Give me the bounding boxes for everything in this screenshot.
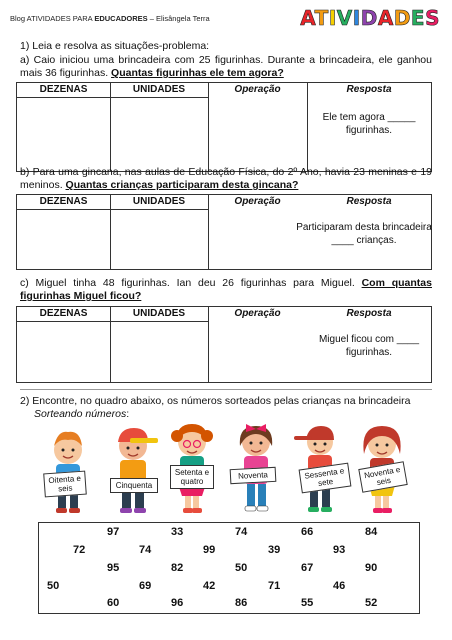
- q1a-statement: [20, 54, 432, 80]
- grid-number: 67: [301, 562, 314, 574]
- q1c-statement: [20, 277, 432, 303]
- sign-2: Cinquenta: [110, 478, 158, 493]
- grid-number: 99: [203, 544, 216, 556]
- grid-number: 52: [365, 597, 378, 609]
- q2-line2: Sorteando números: [34, 408, 127, 420]
- logo-letter: T: [314, 6, 329, 30]
- q1b-statement: [20, 166, 432, 192]
- grid-number: 82: [171, 562, 184, 574]
- grid-number: 93: [333, 544, 346, 556]
- q1-title: 1) Leia e resolva as situações-problema:: [20, 40, 210, 52]
- q2-statement: [20, 395, 432, 421]
- q1b-question: Quantas crianças participaram desta gincana?: [65, 179, 299, 191]
- sign-1: Oitenta e seis: [43, 471, 87, 498]
- sign-4: Noventa: [230, 467, 277, 484]
- grid-number: 86: [235, 597, 248, 609]
- q1b-table: [16, 194, 432, 270]
- grid-number: 42: [203, 580, 216, 592]
- logo-letter: A: [300, 6, 315, 30]
- header-unidades: UNIDADES: [132, 196, 186, 207]
- grid-number: 96: [171, 597, 184, 609]
- q1c-answer: [307, 333, 431, 359]
- q1b-text: b) Para uma gincana, nas aulas de Educação Física, do 2º Ano, havia 23 meninas e 19 meninos.: [20, 166, 432, 191]
- grid-number: 60: [107, 597, 120, 609]
- header-unidades: UNIDADES: [132, 84, 186, 95]
- grid-number: 33: [171, 526, 184, 538]
- q1c-question: Com quantas figurinhas Miguel ficou?: [20, 277, 432, 302]
- header-operacao: Operação: [234, 308, 281, 319]
- grid-number: 97: [107, 526, 120, 538]
- logo-letter: V: [336, 6, 353, 30]
- header-resposta: Resposta: [346, 84, 392, 95]
- grid-number: 90: [365, 562, 378, 574]
- q1a-text: a) Caio iniciou uma brincadeira com 25 figurinhas. Durante a brincadeira, ele ganhou mais 36 figurinhas.: [20, 54, 432, 79]
- q1a-answer: [307, 111, 431, 137]
- table-divider: [110, 83, 111, 171]
- header-operacao: Operação: [234, 196, 281, 207]
- grid-number: 50: [235, 562, 248, 574]
- grid-number: 71: [268, 580, 281, 592]
- grid-number: 84: [365, 526, 378, 538]
- logo-letter: A: [377, 6, 394, 30]
- sign-6: Noventa e seis: [358, 461, 407, 493]
- q1c-answer-line2: figurinhas.: [345, 347, 393, 358]
- q1a-answer-line2: figurinhas.: [345, 125, 393, 136]
- q2-line1: 2) Encontre, no quadro abaixo, os números sorteados pelas crianças na brincadeira: [20, 395, 411, 407]
- q1c-table: [16, 306, 432, 383]
- header-resposta: Resposta: [346, 196, 392, 207]
- logo-letter: S: [425, 6, 440, 30]
- blog-suffix: – Elisângela Terra: [147, 14, 210, 23]
- grid-number: 55: [301, 597, 314, 609]
- q1c-answer-line1: Miguel ficou com ____: [318, 334, 420, 345]
- table-divider: [208, 83, 209, 171]
- q1b-answer: [279, 221, 449, 247]
- q1a-table: [16, 82, 432, 172]
- blog-header: [10, 14, 210, 23]
- blog-bold: EDUCADORES: [94, 14, 148, 23]
- grid-number: 50: [47, 580, 60, 592]
- number-grid: [38, 522, 420, 614]
- header-unidades: UNIDADES: [132, 308, 186, 319]
- header-resposta: Resposta: [346, 308, 392, 319]
- header-dezenas: DEZENAS: [39, 196, 88, 207]
- sign-3: Setenta e quatro: [170, 465, 214, 489]
- q2-line2-suffix: :: [126, 408, 130, 420]
- logo-letter: D: [360, 6, 378, 30]
- grid-number: 39: [268, 544, 281, 556]
- grid-number: 95: [107, 562, 120, 574]
- logo-letter: I: [352, 6, 361, 30]
- grid-number: 46: [333, 580, 346, 592]
- header-operacao: Operação: [234, 84, 281, 95]
- atividades-logo: [300, 6, 440, 30]
- q1a-answer-line1: Ele tem agora _____: [322, 112, 416, 123]
- sign-5: Sessenta e sete: [299, 463, 352, 494]
- grid-number: 74: [139, 544, 152, 556]
- child-2-figure: [118, 428, 158, 513]
- logo-letter: D: [393, 6, 411, 30]
- section-divider: [20, 389, 432, 390]
- grid-number: 72: [73, 544, 86, 556]
- logo-letter: E: [410, 6, 426, 30]
- header-dezenas: DEZENAS: [39, 308, 88, 319]
- blog-prefix: Blog ATIVIDADES PARA: [10, 14, 95, 23]
- header-dezenas: DEZENAS: [39, 84, 88, 95]
- q1c-text: c) Miguel tinha 48 figurinhas. Ian deu 26 figurinhas para Miguel.: [20, 277, 362, 289]
- grid-number: 66: [301, 526, 314, 538]
- q1a-question: Quantas figurinhas ele tem agora?: [111, 67, 284, 79]
- grid-number: 69: [139, 580, 152, 592]
- grid-number: 74: [235, 526, 248, 538]
- logo-letter: I: [328, 6, 337, 30]
- q1b-answer-line1: Participaram desta brincadeira: [296, 222, 432, 233]
- q1b-answer-line2: ____ crianças.: [331, 235, 397, 246]
